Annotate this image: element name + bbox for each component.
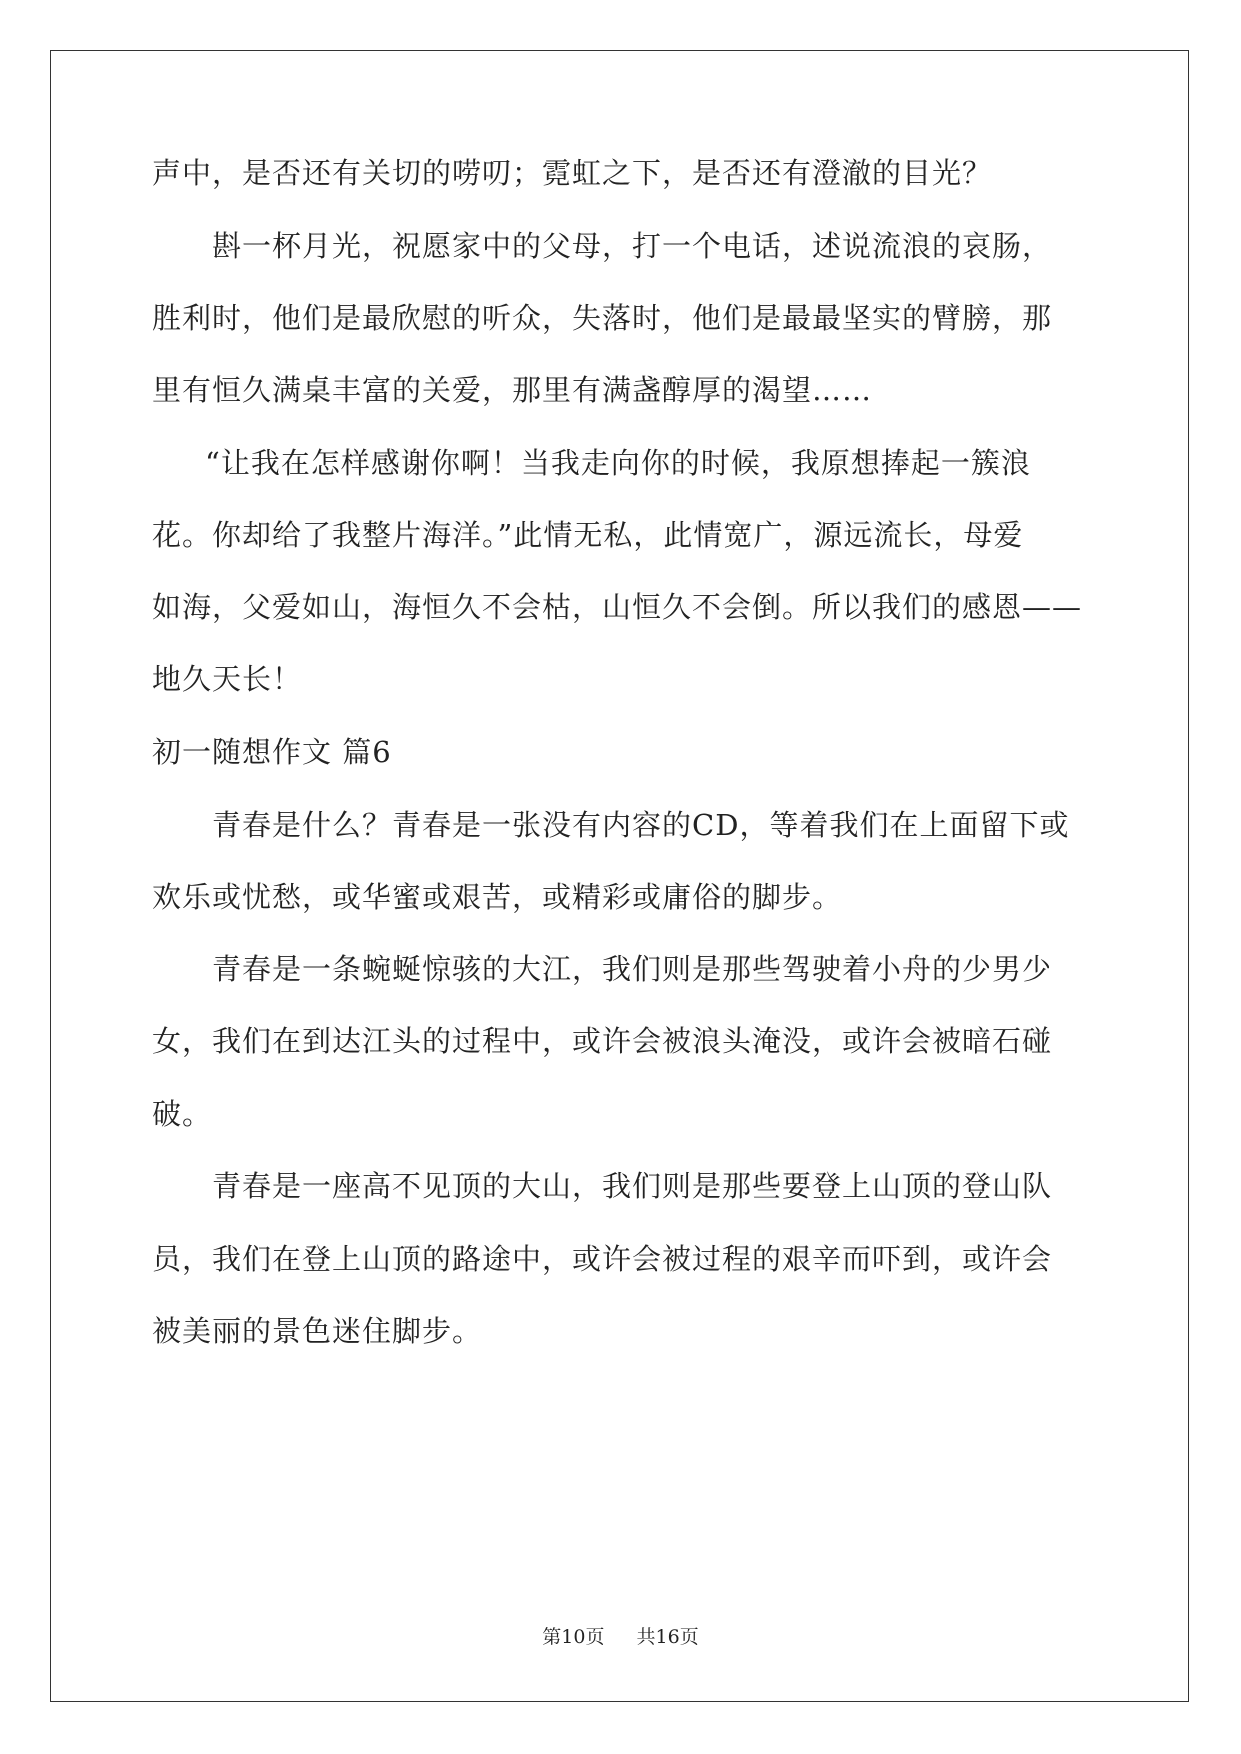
text-line: 如海，父爱如山，海恒久不会枯，山恒久不会倒。所以我们的感恩—— [152, 590, 1083, 624]
text-line: 花。你却给了我整片海洋。”此情无私，此情宽广，源远流长，母爱 [152, 518, 1024, 552]
page-footer [0, 1622, 1241, 1649]
text-line: 青春是一条蜿蜒惊骇的大江，我们则是那些驾驶着小舟的少男少 [212, 952, 1053, 986]
section-heading: 初一随想作文 篇6 [152, 735, 392, 769]
text-line: “让我在怎样感谢你啊！当我走向你的时候，我原想捧起一簇浪 [205, 446, 1031, 480]
text-line: 地久天长！ [152, 662, 303, 696]
text-line: 里有恒久满桌丰富的关爱，那里有满盏醇厚的渴望…… [152, 373, 873, 407]
text-line: 青春是一座高不见顶的大山，我们则是那些要登上山顶的登山队 [212, 1169, 1053, 1203]
text-line: 青春是什么？青春是一张没有内容的CD，等着我们在上面留下或 [212, 808, 1070, 842]
text-line: 被美丽的景色迷住脚步。 [152, 1314, 483, 1348]
text-line: 破。 [152, 1097, 213, 1131]
page-total: 共16页 [636, 1626, 699, 1648]
page-number: 第10页 [542, 1626, 605, 1648]
text-line: 欢乐或忧愁，或华蜜或艰苦，或精彩或庸俗的脚步。 [152, 880, 843, 914]
text-line: 斟一杯月光，祝愿家中的父母，打一个电话，述说流浪的哀肠， [212, 229, 1053, 263]
text-line: 声中，是否还有关切的唠叨；霓虹之下，是否还有澄澈的目光？ [152, 156, 993, 190]
text-line: 女，我们在到达江头的过程中，或许会被浪头淹没，或许会被暗石碰 [152, 1024, 1053, 1058]
text-line: 胜利时，他们是最欣慰的听众，失落时，他们是最最坚实的臂膀，那 [152, 301, 1053, 335]
text-line: 员，我们在登上山顶的路途中，或许会被过程的艰辛而吓到，或许会 [152, 1242, 1053, 1276]
